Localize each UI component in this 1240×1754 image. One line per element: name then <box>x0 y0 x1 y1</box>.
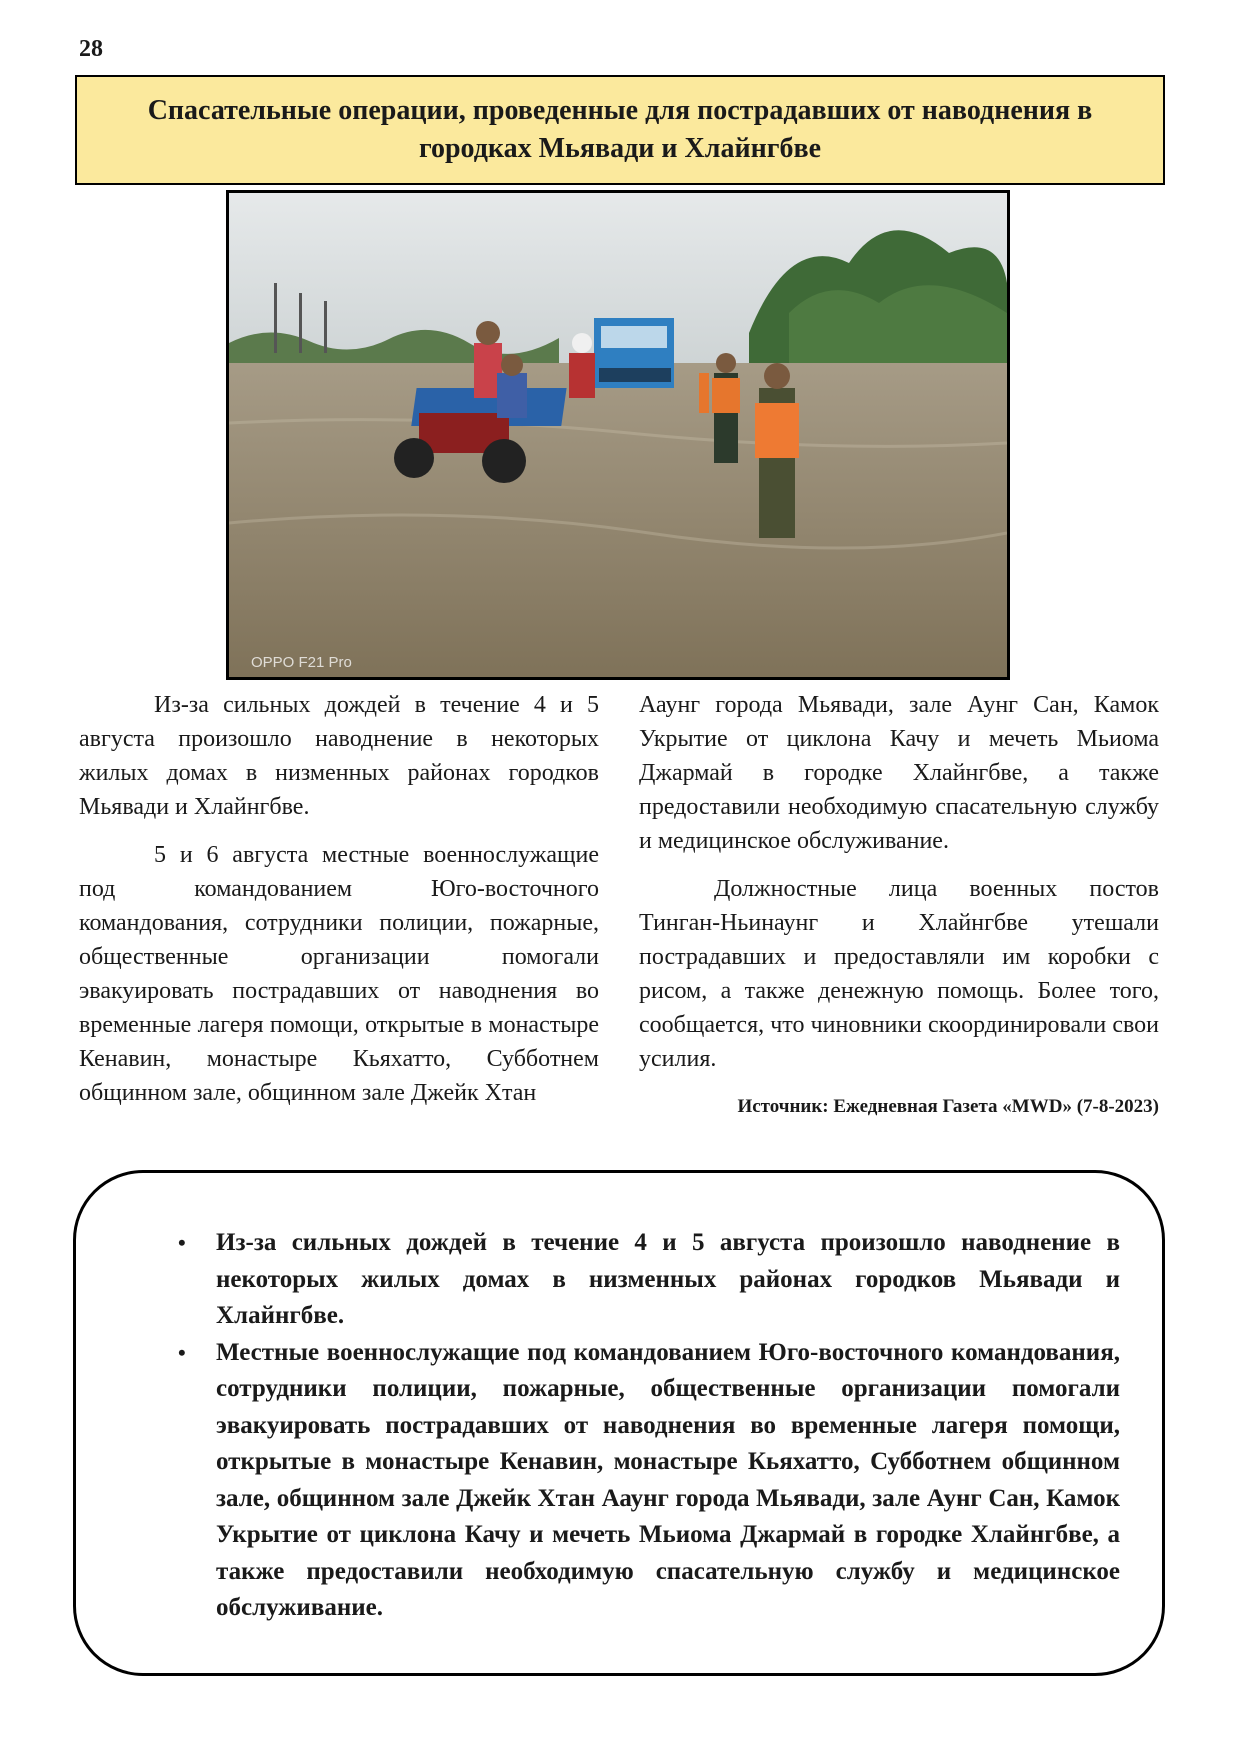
summary-item <box>140 1225 1120 1335</box>
article-paragraph: Из-за сильных дождей в течение 4 и 5 августа произошло наводнение в некоторых жилых домах в низменных районах городков Мьявади и Хлайнгбве. <box>79 692 599 820</box>
summary-item-text: Из-за сильных дождей в течение 4 и 5 августа произошло наводнение в некоторых жилых домах в низменных районах городков Мьявади и Хлайнгбве. <box>216 1229 1120 1329</box>
bullet-icon: • <box>178 1339 186 1365</box>
page-title <box>75 75 1165 185</box>
title-line-2: городках Мьявади и Хлайнгбве <box>418 133 822 164</box>
article-paragraph: Ааунг города Мьявади, зале Аунг Сан, Камок Укрытие от циклона Качу и мечеть Мьиома Джармай в городке Хлайнгбве, а также предоставили необходимую спасательную службу и медицинское обслуживание. <box>639 692 1159 854</box>
flood-rescue-photo <box>226 190 1010 680</box>
summary-item-text: Местные военнослужащие под командованием Юго-восточного командования, сотрудники полиции, пожарные, общественные организации помогали эвакуировать пострадавших от наводнения во временные лагеря помощи, открытые в монастыре Кенавин, монастыре Кьяхатто, Субботнем общинном зале, общинном зале Джейк Хтан Ааунг города Мьявади, зале Аунг Сан, Камок Укрытие от циклона Качу и мечеть Мьиома Джармай в городке Хлайнгбве, а также предоставили необходимую спасательную службу и медицинское обслуживание. <box>216 1338 1120 1621</box>
article-column-right <box>639 688 1159 1124</box>
page-number: 28 <box>79 36 103 62</box>
summary-box <box>73 1170 1165 1676</box>
flood-scene-illustration <box>229 193 1007 677</box>
article-paragraph: Должностные лица военных постов Тинган-Ньинаунг и Хлайнгбве утешали пострадавших и предоставляли им коробки с рисом, а также денежную помощь. Более того, сообщается, что чиновники скоординировали свои усилия. <box>639 876 1159 1072</box>
article-column-left <box>79 688 599 1124</box>
title-line-1: Спасательные операции, проведенные для пострадавших от наводнения в <box>147 95 1093 126</box>
bullet-icon: • <box>178 1230 186 1255</box>
camera-watermark: OPPO F21 Pro <box>251 654 352 671</box>
article-paragraph: 5 и 6 августа местные военнослужащие под командованием Юго-восточного командования, сотрудники полиции, пожарные, общественные организации помогали эвакуировать пострадавших от наводнения во временные лагеря помощи, открытые в монастыре Кенавин, монастыре Кьяхатто, Субботнем общинном зале, общинном зале Джейк Хтан <box>79 842 599 1106</box>
article-source: Источник: Ежедневная Газета «MWD» (7-8-2023) <box>737 1096 1159 1117</box>
summary-list <box>76 1173 1162 1627</box>
summary-item <box>140 1335 1120 1627</box>
